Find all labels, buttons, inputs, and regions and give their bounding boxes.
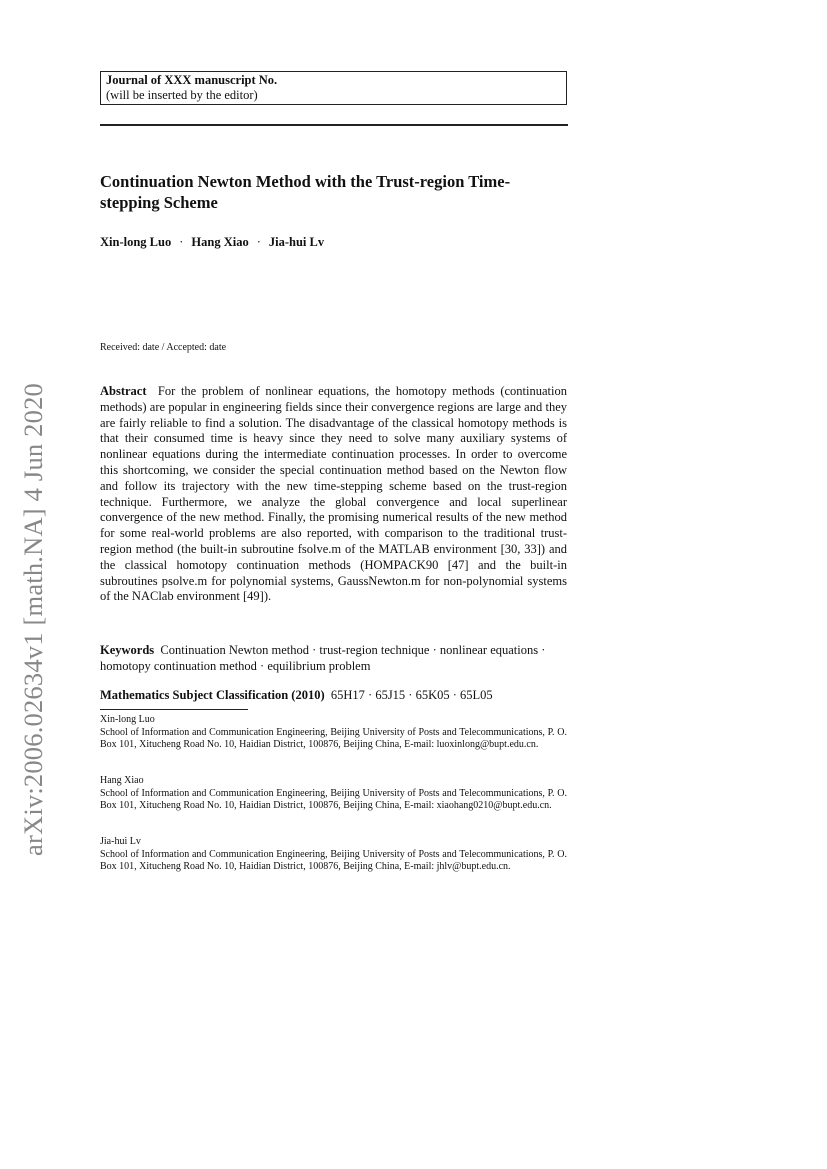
msc-label: Mathematics Subject Classification (2010): [100, 688, 325, 702]
msc-classification: [100, 687, 567, 703]
journal-name: Journal of XXX manuscript No.: [106, 73, 278, 87]
author-separator: ·: [256, 235, 261, 249]
author-name: Xin-long Luo: [100, 235, 172, 249]
abstract: [100, 384, 567, 605]
journal-header-box: [100, 71, 567, 105]
affiliation-block: [100, 775, 567, 813]
author-list: [100, 234, 567, 250]
keywords-label: Keywords: [100, 643, 155, 657]
author-separator: ·: [179, 235, 184, 249]
affiliation-block: [100, 836, 567, 874]
msc-codes: 65H17 · 65J15 · 65K05 · 65L05: [330, 688, 493, 702]
author-name: Jia-hui Lv: [268, 235, 325, 249]
affiliation-text: School of Information and Communication Engineering, Beijing University of Posts and Telecommunications, P. O. Box 101, Xitucheng Road No. 10, Haidian District, 100876, Beijing China, E-mail: xiaohang0210@bupt.edu.cn.: [100, 787, 567, 811]
affiliation-block: [100, 714, 567, 752]
header-rule: [100, 124, 568, 126]
affiliation-text: School of Information and Communication Engineering, Beijing University of Posts and Telecommunications, P. O. Box 101, Xitucheng Road No. 10, Haidian District, 100876, Beijing China, E-mail: jhlv@bupt.edu.cn.: [100, 848, 567, 872]
paper-title: Continuation Newton Method with the Trust-region Time-stepping Scheme: [100, 172, 511, 212]
abstract-label: Abstract: [100, 384, 147, 398]
received-date: Received: date / Accepted: date: [100, 342, 227, 353]
affiliation-name: Jia-hui Lv: [100, 836, 141, 847]
affiliation-text: School of Information and Communication Engineering, Beijing University of Posts and Telecommunications, P. O. Box 101, Xitucheng Road No. 10, Haidian District, 100876, Beijing China, E-mail: luoxinlong@bupt.edu.cn.: [100, 726, 567, 750]
author-name: Hang Xiao: [191, 235, 249, 249]
arxiv-stamp: arXiv:2006.02634v1 [math.NA] 4 Jun 2020: [18, 383, 48, 856]
footnote-rule: [100, 709, 248, 710]
keywords-text: Continuation Newton method · trust-region technique · nonlinear equations · homotopy continuation method · equilibrium problem: [100, 643, 546, 673]
keywords: [100, 643, 567, 675]
affiliation-name: Xin-long Luo: [100, 714, 155, 725]
abstract-text: For the problem of nonlinear equations, the homotopy methods (continuation methods) are popular in engineering fields since their convergence regions are large and they are fairly reliable to find a solution. The disadvantage of the classical homotopy methods is that their consumed time is heavy since they need to solve many auxiliary systems of nonlinear equations during the intermediate continuation processes. In order to overcome this shortcoming, we consider the special continuation method based on the Newton flow and follow its trajectory with the new time-stepping scheme based on the trust-region technique. Furthermore, we analyze the global convergence and local superlinear convergence of the new method. Finally, the promising numerical results of the new method for some real-world problems are also reported, with comparison to the traditional trust-region method (the built-in subroutine fsolve.m of the MATLAB environment [30, 33]) and the classical homotopy continuation methods (HOMPACK90 [47] and the built-in subroutines psolve.m for polynomial systems, GaussNewton.m for non-polynomial systems of the NAClab environment [49]).: [100, 384, 567, 604]
affiliation-name: Hang Xiao: [100, 775, 144, 786]
journal-note: (will be inserted by the editor): [106, 88, 258, 102]
